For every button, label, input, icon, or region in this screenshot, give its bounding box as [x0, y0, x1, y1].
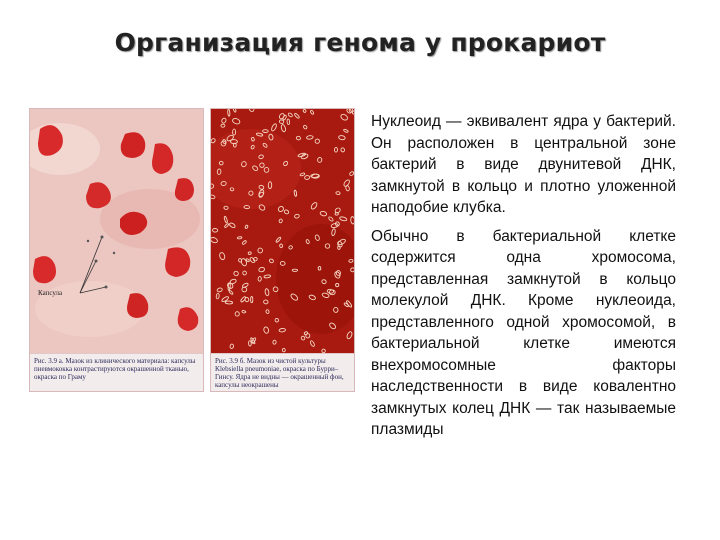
capsule-label: Капсула: [38, 289, 63, 297]
paragraph-chromosome: Обычно в бактериальной клетке содержится одна хромосома, представленная замкнутой в кольцо молекулой ДНК. Кроме нуклеоида, представленного одной хромосомой, в бактериальной клетке имеются внехромосомные факторы наследственности в виде ковалентно замкнутых колец ДНК — так называемые плазмиды: [371, 227, 676, 438]
body-text: [371, 111, 676, 448]
right-figure-caption: Рис. 3.9 б. Мазок из чистой культуры Klebsiella pneumoniae, окраска по Бурри–Гинсу. Ядра не видны — окрашенный фон, капсулы неокрашены: [211, 353, 354, 391]
left-micrograph-figure: [29, 108, 204, 392]
right-micrograph-image: [211, 109, 354, 353]
paragraph-nucleoid: Нуклеоид — эквивалент ядра у бактерий. Он расположен в центральной зоне бактерий в виде двунитевой ДНК, замкнутой в кольцо и плотно уложенной наподобие клубка.: [371, 113, 676, 216]
right-micrograph-figure: [210, 108, 355, 392]
slide-title: Организация генома у прокариот: [114, 28, 606, 57]
left-micrograph-image: [30, 109, 203, 353]
left-figure-caption: Рис. 3.9 а. Мазок из клинического материала: капсулы пневмококка контрастируются окрашенной тканью, окраска по Граму: [30, 353, 203, 391]
